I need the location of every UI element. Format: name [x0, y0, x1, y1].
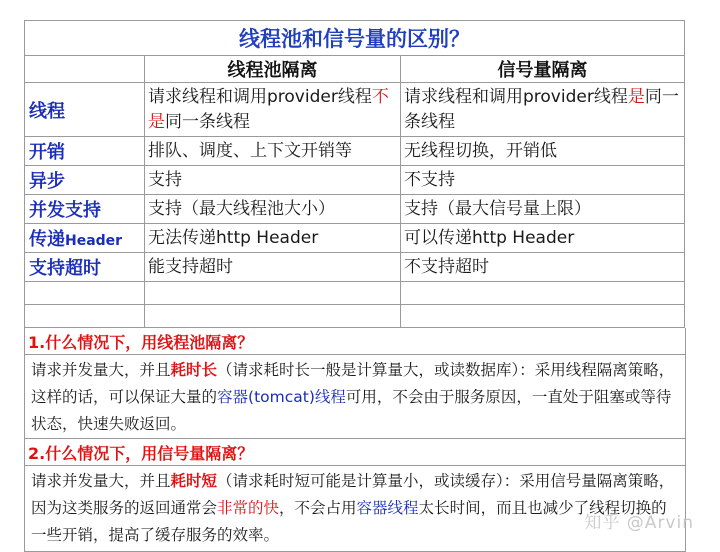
cell-text: 同一条线程 — [404, 86, 679, 132]
row-label-concurrency: 并发支持 — [25, 195, 145, 224]
answer-highlight: 耗时长 — [170, 361, 218, 379]
row-label-async: 异步 — [25, 166, 145, 195]
row-label-thread: 线程 — [25, 83, 145, 137]
highlight-text: 是 — [627, 86, 645, 107]
question-2-box — [24, 439, 686, 552]
answer-text: 请求并发量大，并且 — [31, 472, 171, 490]
answer-text: ，不会占用 — [279, 499, 357, 517]
cell-text: 请求线程和调用provider线程 — [148, 86, 372, 107]
empty-row — [25, 305, 685, 328]
cell-semaphore-thread — [401, 83, 685, 137]
cell-thread-pool-timeout: 能支持超时 — [145, 253, 401, 282]
row-label-header — [25, 224, 145, 253]
label-text-small: Header — [65, 233, 123, 249]
empty-row — [25, 282, 685, 305]
header-thread-pool: 线程池隔离 — [145, 56, 401, 83]
question-1-heading: 1.什么情况下，用线程池隔离？ — [25, 328, 685, 355]
row-label-timeout: 支持超时 — [25, 253, 145, 282]
answer-text: （请求耗时长一般是计算量大，或读数据库）：采用线程隔离策略，这样的话，可以保证大量的 — [31, 361, 675, 406]
cell-semaphore-async: 不支持 — [401, 166, 685, 195]
cell-text: 同一条线程 — [165, 111, 250, 132]
cell-semaphore-timeout: 不支持超时 — [401, 253, 685, 282]
cell-semaphore-header: 可以传递http Header — [401, 224, 685, 253]
cell-thread-pool-thread — [145, 83, 401, 137]
cell-text: 请求线程和调用provider线程 — [404, 86, 628, 107]
watermark: 知乎 @Arvin — [584, 513, 694, 533]
answer-text: （请求耗时短可能是计算量小，或读缓存）：采用信号量隔离策略，因为这类服务的返回通常会 — [31, 472, 675, 517]
answer-highlight: 耗时短 — [170, 472, 218, 490]
comparison-table — [24, 20, 685, 328]
answer-highlight: 容器(tomcat)线程 — [217, 388, 346, 406]
answer-highlight: 非常的快 — [217, 499, 280, 517]
comparison-sheet — [24, 20, 684, 552]
cell-thread-pool-header: 无法传递http Header — [145, 224, 401, 253]
question-1-box — [24, 328, 686, 439]
label-text: 传递 — [29, 229, 65, 250]
header-semaphore: 信号量隔离 — [401, 56, 685, 83]
answer-text: 请求并发量大，并且 — [31, 361, 171, 379]
table-title: 线程池和信号量的区别？ — [25, 21, 685, 56]
answer-text: 可用，不会由于服务原因，一直处于阻塞或等待状态，快速失败返回。 — [31, 388, 672, 433]
answer-text: 太长时间，而且也减少了线程切换的一些开销，提高了缓存服务的效率。 — [31, 499, 667, 544]
answer-highlight: 容器线程 — [356, 499, 419, 517]
header-empty-cell — [25, 56, 145, 83]
cell-thread-pool-concurrency: 支持（最大线程池大小） — [145, 195, 401, 224]
cell-thread-pool-overhead: 排队、调度、上下文开销等 — [145, 137, 401, 166]
cell-semaphore-overhead: 无线程切换，开销低 — [401, 137, 685, 166]
cell-semaphore-concurrency: 支持（最大信号量上限） — [401, 195, 685, 224]
question-1-answer — [28, 355, 682, 438]
highlight-text: 不是 — [148, 86, 389, 132]
row-label-overhead: 开销 — [25, 137, 145, 166]
cell-thread-pool-async: 支持 — [145, 166, 401, 195]
question-2-heading: 2.什么情况下，用信号量隔离？ — [25, 439, 685, 466]
